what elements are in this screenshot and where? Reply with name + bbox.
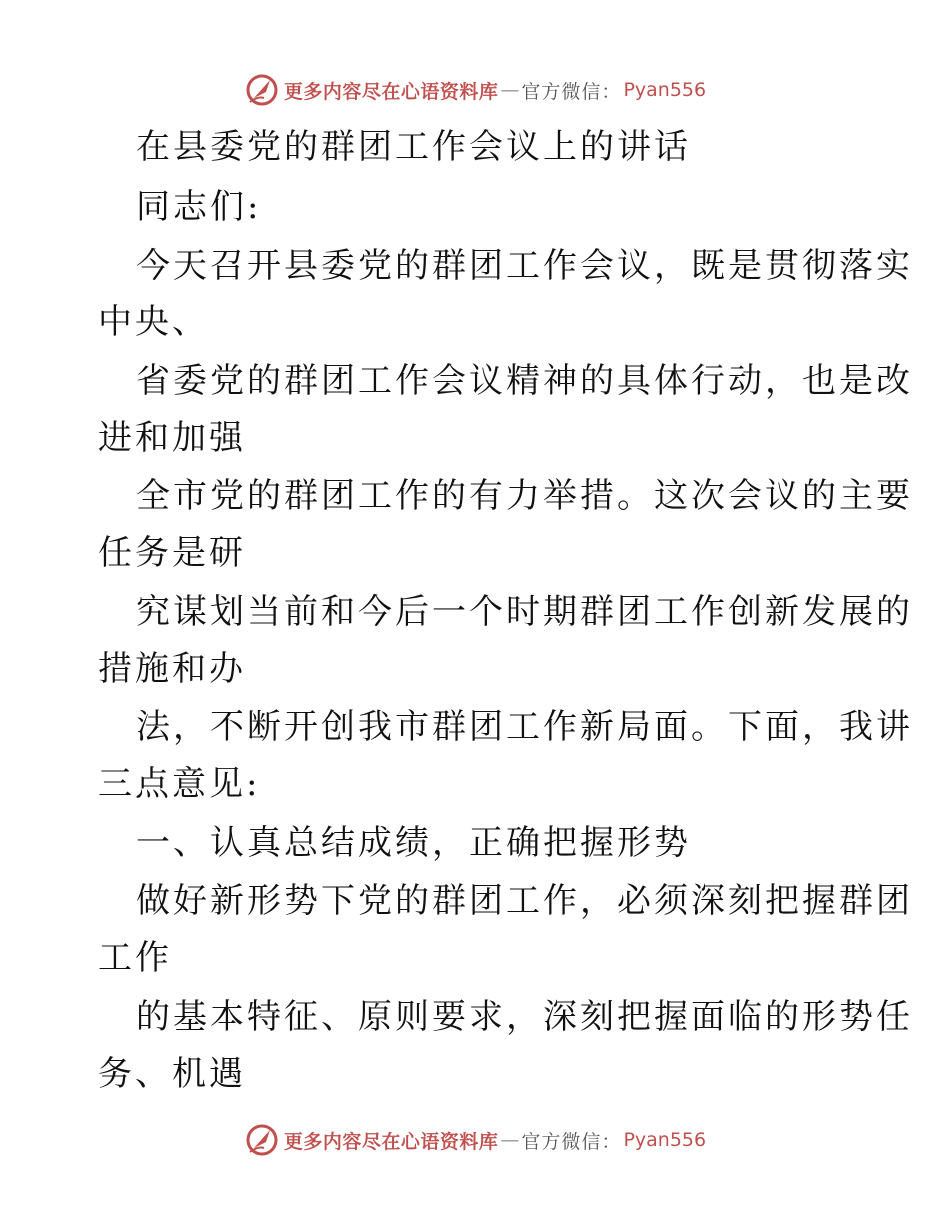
section-heading: 一、认真总结成绩，正确把握形势 <box>136 823 691 863</box>
paragraph-line: 今天召开县委党的群团工作会议，既是贯彻落实 <box>136 246 913 286</box>
paragraph-line: 工作 <box>98 938 172 978</box>
quill-logo-icon <box>244 1122 280 1158</box>
watermark-text: 更多内容尽在心语资料库 <box>283 80 499 103</box>
document-title: 在县委党的群团工作会议上的讲话 <box>136 127 691 167</box>
quill-logo-icon <box>244 72 280 108</box>
paragraph-line: 务、机遇 <box>98 1054 246 1094</box>
watermark-wechat-id: Pyan556 <box>623 1129 707 1151</box>
paragraph-line: 措施和办 <box>98 649 246 689</box>
paragraph-line: 做好新形势下党的群团工作，必须深刻把握群团 <box>136 881 913 921</box>
paragraph-line: 的基本特征、原则要求，深刻把握面临的形势任 <box>136 997 913 1037</box>
paragraph-line: 究谋划当前和今后一个时期群团工作创新发展的 <box>136 592 913 632</box>
paragraph-line: 省委党的群团工作会议精神的具体行动，也是改 <box>136 361 913 401</box>
watermark-footer <box>0 1120 950 1160</box>
watermark-text: 更多内容尽在心语资料库 <box>283 1130 499 1153</box>
paragraph-line: 全市党的群团工作的有力举措。这次会议的主要 <box>136 476 913 516</box>
paragraph-line: 三点意见: <box>98 764 261 804</box>
watermark-separator: — <box>500 79 520 101</box>
watermark-label: 官方微信： <box>521 1130 622 1153</box>
watermark-label: 官方微信： <box>521 80 622 103</box>
watermark-separator: — <box>500 1129 520 1151</box>
watermark-wechat-id: Pyan556 <box>623 79 707 101</box>
paragraph-line: 中央、 <box>98 302 209 342</box>
paragraph-line: 任务是研 <box>98 533 246 573</box>
paragraph-line: 法，不断开创我市群团工作新局面。下面，我讲 <box>136 707 913 747</box>
salutation: 同志们: <box>136 187 262 227</box>
watermark-header <box>0 70 950 110</box>
paragraph-line: 进和加强 <box>98 418 246 458</box>
